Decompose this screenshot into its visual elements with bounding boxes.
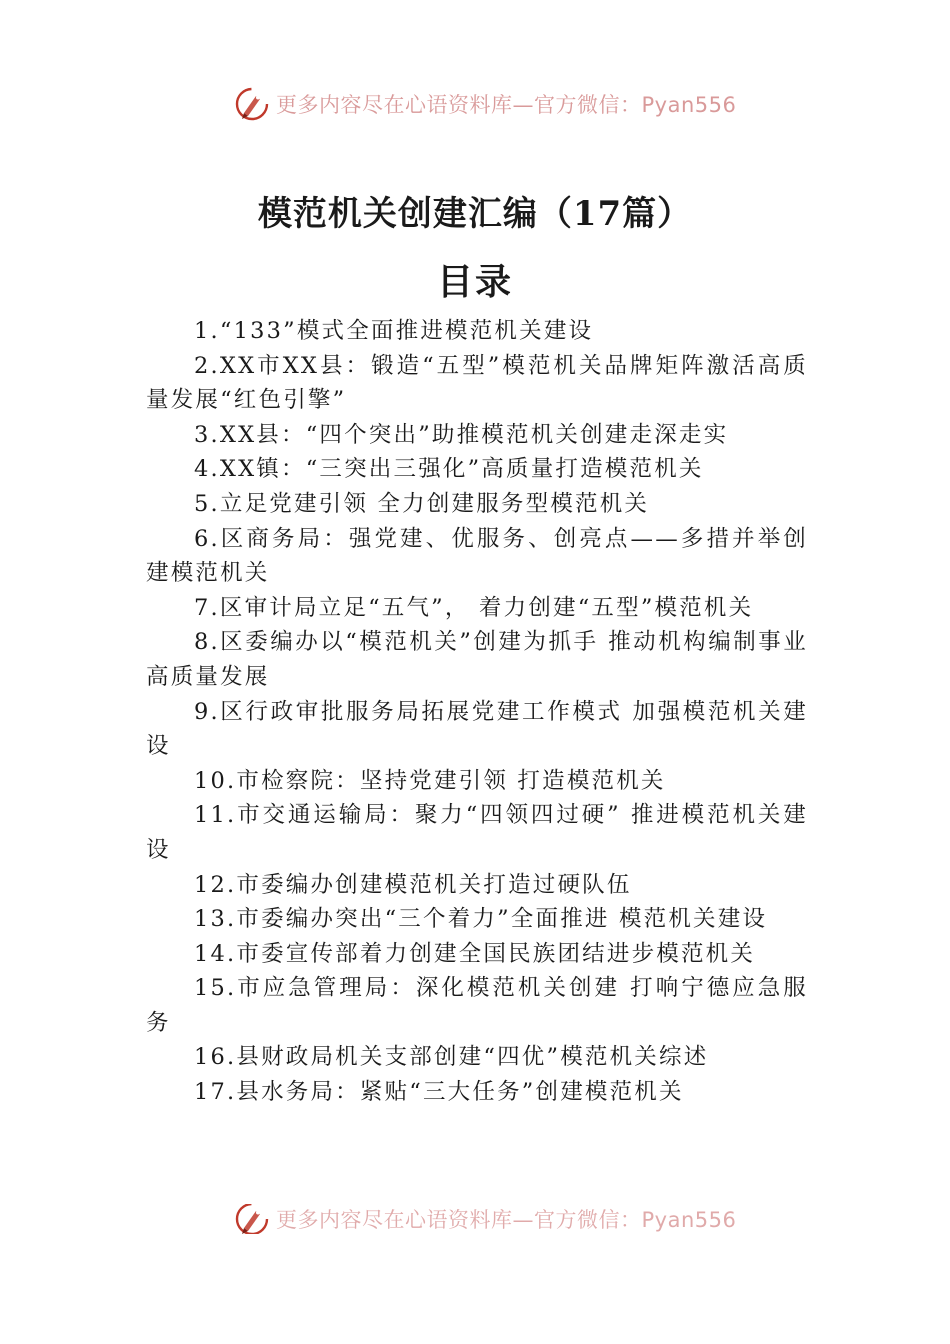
toc-item: 4.XX镇：“三突出三强化”高质量打造模范机关 <box>194 456 704 483</box>
toc-item: 1.“133”模式全面推进模范机关建设 <box>194 318 594 344</box>
toc-item: 7.区审计局立足“五气”， 着力创建“五型”模范机关 <box>194 594 754 621</box>
toc-item: 12.市委编办创建模范机关打造过硬队伍 <box>194 871 632 898</box>
toc-item: 8.区委编办以“模范机关”创建为抓手 推动机构编制事业高质量发展 <box>146 629 808 690</box>
pen-logo-icon <box>234 86 270 122</box>
table-of-contents <box>146 314 808 1110</box>
toc-item: 2.XX市XX县：锻造“五型”模范机关品牌矩阵激活高质量发展“红色引擎” <box>146 352 808 414</box>
toc-item: 3.XX县：“四个突出”助推模范机关创建走深走实 <box>194 421 729 448</box>
watermark-text: 更多内容尽在心语资料库—官方微信：Pyan556 <box>276 1208 737 1232</box>
watermark-text: 更多内容尽在心语资料库—官方微信：Pyan556 <box>276 93 737 117</box>
toc-item: 5.立足党建引领 全力创建服务型模范机关 <box>194 490 650 517</box>
footer-watermark <box>234 1204 736 1234</box>
header-watermark <box>234 84 736 124</box>
pen-logo-icon <box>234 1204 270 1234</box>
toc-item: 9.区行政审批服务局拓展党建工作模式 加强模范机关建设 <box>146 698 808 760</box>
toc-item: 16.县财政局机关支部创建“四优”模范机关综述 <box>194 1044 709 1071</box>
toc-item: 15.市应急管理局：深化模范机关创建 打响宁德应急服务 <box>146 975 808 1036</box>
toc-item: 13.市委编办突出“三个着力”全面推进 模范机关建设 <box>194 906 768 933</box>
toc-item: 11.市交通运输局：聚力“四领四过硬” 推进模范机关建设 <box>146 802 808 863</box>
toc-item: 14.市委宣传部着力创建全国民族团结进步模范机关 <box>194 940 756 967</box>
toc-item: 10.市检察院：坚持党建引领 打造模范机关 <box>194 767 666 794</box>
toc-heading: 目录 <box>436 261 513 303</box>
document-title: 模范机关创建汇编（17篇） <box>257 194 693 234</box>
toc-item: 6.区商务局：强党建、优服务、创亮点——多措并举创建模范机关 <box>146 525 808 587</box>
toc-item: 17.县水务局：紧贴“三大任务”创建模范机关 <box>194 1079 684 1106</box>
